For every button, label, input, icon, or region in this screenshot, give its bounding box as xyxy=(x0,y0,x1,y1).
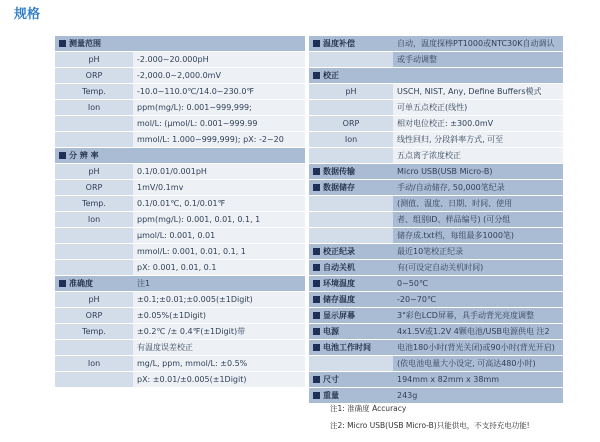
spec-value: 0.1/0.01/0.001pH xyxy=(133,164,305,180)
spec-row xyxy=(55,356,305,372)
spec-value: 储存成.txt档，每组最多1000笔) xyxy=(393,228,563,244)
square-bullet-icon xyxy=(313,328,320,335)
section-header-row xyxy=(55,36,305,52)
spec-key: pH xyxy=(55,164,133,180)
square-bullet-icon xyxy=(59,152,66,159)
spec-value: 194mm x 82mm x 38mm xyxy=(393,372,563,388)
section-label: 电源 xyxy=(323,327,339,336)
square-bullet-icon xyxy=(59,40,66,47)
spec-value: pX: 0.001, 0.01, 0.1 xyxy=(133,260,305,276)
spec-row xyxy=(55,340,305,356)
spec-key-empty xyxy=(309,52,393,68)
spec-value: mmol/L: 0.001, 0.01, 0.1, 1 xyxy=(133,244,305,260)
section-label: 数据储存 xyxy=(323,183,355,192)
section-header-value: 注1 xyxy=(133,276,305,292)
section-header xyxy=(55,276,133,292)
square-bullet-icon xyxy=(313,40,320,47)
section-header xyxy=(309,308,393,324)
section-label: 测量范围 xyxy=(69,39,101,48)
section-header xyxy=(309,388,393,404)
section-row xyxy=(309,52,563,68)
spec-value: 4x1.5V或1.2V 4颗电池/USB电源供电 注2 xyxy=(393,324,563,340)
section-header xyxy=(309,68,393,84)
spec-value: 有温度误差校正 xyxy=(133,340,305,356)
section-label: 环境温度 xyxy=(323,279,355,288)
section-header-row xyxy=(55,276,305,292)
spec-value: 1mV/0.1mv xyxy=(133,180,305,196)
section-label: 重量 xyxy=(323,391,339,400)
spec-row xyxy=(309,116,563,132)
section-header-value xyxy=(133,36,305,52)
section-header xyxy=(309,340,393,356)
section-row xyxy=(309,356,563,372)
spec-value: mmol/L: 1.000~999,999); pX: -2~20 xyxy=(133,132,305,148)
square-bullet-icon xyxy=(313,312,320,319)
section-header-row xyxy=(55,148,305,164)
spec-value: -20~70℃ xyxy=(393,292,563,308)
section-row xyxy=(309,36,563,52)
section-row xyxy=(309,228,563,244)
section-header-value xyxy=(133,148,305,164)
spec-value: ppm(mg/L): 0.001, 0.01, 0.1, 1 xyxy=(133,212,305,228)
spec-key xyxy=(55,260,133,276)
spec-key: Ion xyxy=(55,356,133,372)
spec-row xyxy=(55,164,305,180)
spec-value: USCH, NIST, Any, Define Buffers模式 xyxy=(393,84,563,100)
spec-value: ±0.1;±0.01;±0.005(±1Digit) xyxy=(133,292,305,308)
spec-row xyxy=(55,100,305,116)
spec-key xyxy=(55,372,133,388)
section-header xyxy=(309,292,393,308)
section-label: 储存温度 xyxy=(323,295,355,304)
spec-key-empty xyxy=(309,212,393,228)
spec-row xyxy=(55,84,305,100)
section-label: 显示屏幕 xyxy=(323,311,355,320)
section-row xyxy=(309,372,563,388)
spec-value: 自动，温度探棒PT1000或NTC30K自动调认 xyxy=(393,36,563,52)
section-label: 准确度 xyxy=(69,279,93,288)
section-row xyxy=(309,324,563,340)
spec-value: 相对电位校正: ±300.0mV xyxy=(393,116,563,132)
spec-row xyxy=(55,292,305,308)
spec-key xyxy=(55,244,133,260)
spec-key: Ion xyxy=(309,132,393,148)
spec-row xyxy=(55,180,305,196)
square-bullet-icon xyxy=(313,296,320,303)
spec-row xyxy=(55,196,305,212)
square-bullet-icon xyxy=(59,280,66,287)
spec-key: pH xyxy=(309,84,393,100)
spec-value: 可单五点校正(线性) xyxy=(393,100,563,116)
spec-row xyxy=(55,132,305,148)
section-label: 校正 xyxy=(323,71,339,80)
section-row xyxy=(309,276,563,292)
section-header xyxy=(55,148,133,164)
square-bullet-icon xyxy=(313,280,320,287)
spec-key xyxy=(55,132,133,148)
spec-value: mg/L, ppm, mmol/L: ±0.5% xyxy=(133,356,305,372)
section-row xyxy=(309,244,563,260)
spec-key xyxy=(55,228,133,244)
spec-value: 手动/自动储存, 50,000笔纪录 xyxy=(393,180,563,196)
spec-row xyxy=(309,132,563,148)
spec-value: 243g xyxy=(393,388,563,404)
spec-key-empty xyxy=(309,356,393,372)
spec-value: -2,000.0~2,000.0mV xyxy=(133,68,305,84)
spec-value: pX: ±0.01/±0.005(±1Digit) xyxy=(133,372,305,388)
spec-value: 或手动调整 xyxy=(393,52,563,68)
square-bullet-icon xyxy=(313,184,320,191)
section-label: 尺寸 xyxy=(323,375,339,384)
footnote-1: 注1: 准确度 Accuracy xyxy=(330,404,407,413)
section-header xyxy=(309,36,393,52)
spec-value: 者、组别ID、样品编号) (可分组 xyxy=(393,212,563,228)
section-header xyxy=(55,36,133,52)
spec-key: ORP xyxy=(55,68,133,84)
spec-value: 0~50℃ xyxy=(393,276,563,292)
square-bullet-icon xyxy=(313,168,320,175)
spec-row xyxy=(55,244,305,260)
page-title: 规格 xyxy=(14,7,41,22)
spec-value xyxy=(393,68,563,84)
spec-row xyxy=(55,324,305,340)
spec-value: ppm(mg/L): 0.001~999,999; xyxy=(133,100,305,116)
spec-key-empty xyxy=(309,228,393,244)
spec-key-empty xyxy=(309,148,393,164)
spec-key: Temp. xyxy=(55,84,133,100)
section-row xyxy=(309,260,563,276)
spec-row xyxy=(55,68,305,84)
spec-key-empty xyxy=(309,100,393,116)
spec-key: Temp. xyxy=(55,324,133,340)
spec-value: (依电池电量大小设定, 可高达480小时) xyxy=(393,356,563,372)
spec-row xyxy=(55,308,305,324)
spec-value: mol/L: (μmol/L: 0.001~999.99 xyxy=(133,116,305,132)
spec-value: -10.0~110.0℃/14.0~230.0℉ xyxy=(133,84,305,100)
section-row xyxy=(309,180,563,196)
section-header xyxy=(309,260,393,276)
spec-row xyxy=(55,372,305,388)
spec-key: pH xyxy=(55,292,133,308)
spec-row xyxy=(55,212,305,228)
spec-key: Ion xyxy=(55,100,133,116)
square-bullet-icon xyxy=(313,344,320,351)
spec-row xyxy=(55,260,305,276)
spec-value: 0.1/0.01℃, 0.1/0.01℉ xyxy=(133,196,305,212)
spec-key: ORP xyxy=(55,180,133,196)
spec-row xyxy=(309,148,563,164)
spec-value: 最近10笔校正纪录 xyxy=(393,244,563,260)
spec-value: μmol/L: 0.001, 0.01 xyxy=(133,228,305,244)
section-row xyxy=(309,340,563,356)
square-bullet-icon xyxy=(313,376,320,383)
square-bullet-icon xyxy=(313,72,320,79)
section-header xyxy=(309,164,393,180)
spec-row xyxy=(55,228,305,244)
square-bullet-icon xyxy=(313,264,320,271)
spec-key xyxy=(55,116,133,132)
section-header xyxy=(309,276,393,292)
section-label: 数据传输 xyxy=(323,167,355,176)
spec-value: 线性回归, 分段斜率方式, 可至 xyxy=(393,132,563,148)
spec-row xyxy=(309,100,563,116)
spec-value: 五点离子浓度校正 xyxy=(393,148,563,164)
spec-key xyxy=(55,340,133,356)
section-label: 温度补偿 xyxy=(323,39,355,48)
spec-table-left xyxy=(55,36,305,388)
spec-row xyxy=(55,52,305,68)
section-row xyxy=(309,68,563,84)
spec-value: 有(可设定自动关机时间) xyxy=(393,260,563,276)
spec-value: Micro USB(USB Micro-B) xyxy=(393,164,563,180)
spec-value: 3"彩色LCD屏幕，具手动背光亮度调整 xyxy=(393,308,563,324)
spec-value: (测值、温度、日期、时间、使用 xyxy=(393,196,563,212)
spec-key: ORP xyxy=(55,308,133,324)
section-row xyxy=(309,164,563,180)
spec-key: pH xyxy=(55,52,133,68)
section-label: 电池工作时间 xyxy=(323,343,371,352)
section-header xyxy=(309,324,393,340)
section-label: 校正纪录 xyxy=(323,247,355,256)
footnote-2: 注2: Micro USB(USB Micro-B)只能供电，不支持充电功能! xyxy=(330,421,530,430)
spec-key: Ion xyxy=(55,212,133,228)
section-header xyxy=(309,180,393,196)
spec-key: ORP xyxy=(309,116,393,132)
square-bullet-icon xyxy=(313,248,320,255)
section-header xyxy=(309,372,393,388)
spec-value: -2.000~20.000pH xyxy=(133,52,305,68)
section-row xyxy=(309,388,563,404)
section-label: 自动关机 xyxy=(323,263,355,272)
section-row xyxy=(309,196,563,212)
section-header xyxy=(309,244,393,260)
section-row xyxy=(309,292,563,308)
spec-value: 电池180小时(背光关闭)或90小时(背光开启) xyxy=(393,340,563,356)
spec-table-right xyxy=(309,36,563,404)
spec-row xyxy=(55,116,305,132)
spec-key: Temp. xyxy=(55,196,133,212)
spec-value: ±0.05%(±1Digit) xyxy=(133,308,305,324)
section-label: 分 辨 率 xyxy=(69,151,99,160)
section-row xyxy=(309,308,563,324)
spec-key-empty xyxy=(309,196,393,212)
spec-row xyxy=(309,84,563,100)
square-bullet-icon xyxy=(313,392,320,399)
section-row xyxy=(309,212,563,228)
spec-value: ±0.2℃ /± 0.4℉(±1Digit)带 xyxy=(133,324,305,340)
